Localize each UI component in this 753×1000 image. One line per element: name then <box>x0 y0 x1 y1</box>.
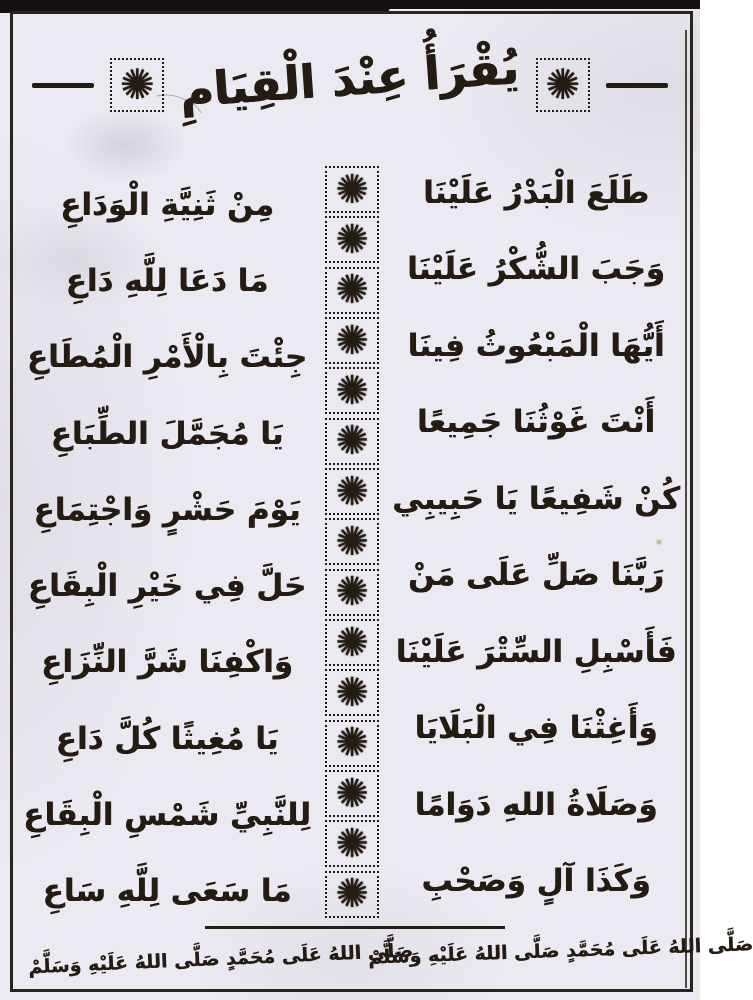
rosette-glyph: ✺ <box>119 60 155 109</box>
arabesque-band-tile-icon <box>325 720 379 767</box>
verse-line: يَا مُغِيثًا كُلَّ دَاعِ <box>55 720 279 757</box>
header-dash-left <box>32 83 94 88</box>
rosette-glyph: ✺ <box>335 367 369 414</box>
verse-line: مَا دَعَا لِلَّهِ دَاعِ <box>65 263 269 300</box>
verse-line: مَا سَعَى لِلَّهِ سَاعِ <box>42 872 292 909</box>
footer-salawat-right: صَلَّى اللهُ عَلَى مُحَمَّدٍ صَلَّى اللهُ عَلَيْهِ وَسَلَّمْ <box>367 933 753 969</box>
verse-line: فَأَسْبِلِ السِّتْرَ عَلَيْنَا <box>395 633 677 670</box>
rosette-glyph: ✺ <box>335 820 369 867</box>
rosette-glyph: ✺ <box>335 317 369 364</box>
arabesque-band-tile-icon <box>325 619 379 666</box>
verse-column-second-hemistichs <box>18 170 316 926</box>
rosette-glyph: ✺ <box>335 166 369 213</box>
arabesque-band-tile-icon <box>325 518 379 565</box>
verse-line: أَيُّهَا الْمَبْعُوثُ فِينَا <box>407 327 665 364</box>
arabesque-band-tile-icon <box>325 166 379 213</box>
page-title: يُقْرَأُ عِنْدَ الْقِيَامِ <box>178 40 521 118</box>
verse-line: وَكَذَا آلٍ وَصَحْبِ <box>421 862 651 899</box>
arabesque-band-tile-icon <box>325 569 379 616</box>
page-border-inner-line <box>685 30 687 988</box>
rosette-glyph: ✺ <box>335 216 369 263</box>
rosette-glyph: ✺ <box>545 60 581 109</box>
arabesque-rosette-icon <box>536 58 590 112</box>
verse-line: وَجَبَ الشُّكْرُ عَلَيْنَا <box>407 251 665 288</box>
arabesque-band-tile-icon <box>325 267 379 314</box>
verse-line: أَنْتَ غَوْثُنَا جَمِيعًا <box>416 404 656 441</box>
footer-salawat-left: صَلَّى اللهُ عَلَى مُحَمَّدٍ صَلَّى اللهُ عَلَيْهِ وَسَلَّمْ <box>27 939 414 979</box>
verse-line: يَوْمَ حَشْرٍ وَاجْتِمَاعِ <box>33 491 301 528</box>
arabesque-band-tile-icon <box>325 871 379 918</box>
verse-line: جِئْتَ بِالْأَمْرِ الْمُطَاعِ <box>26 339 308 376</box>
header-dash-right <box>606 83 668 88</box>
verse-line: يَا مُجَمَّلَ الطِّبَاعِ <box>50 415 284 452</box>
arabesque-band-tile-icon <box>325 669 379 716</box>
verse-line: وَأَغِثْنَا فِي الْبَلَايَا <box>414 710 658 747</box>
arabesque-band-tile-icon <box>325 468 379 515</box>
arabesque-band-tile-icon <box>325 367 379 414</box>
verse-line: وَاكْفِنَا شَرَّ النِّزَاعِ <box>41 644 293 681</box>
arabesque-band-tile-icon <box>325 820 379 867</box>
rosette-glyph: ✺ <box>335 871 369 918</box>
verse-line: وَصَلَاةُ اللهِ دَوَامًا <box>414 786 658 823</box>
footer-divider-rule <box>205 926 505 929</box>
arabesque-band-tile-icon <box>325 418 379 465</box>
verse-column-first-hemistichs <box>388 158 684 916</box>
verse-line: حَلَّ فِي خَيْرِ الْبِقَاعِ <box>27 568 307 605</box>
verse-line: كُنْ شَفِيعًا يَا حَبِيبِي <box>392 480 680 517</box>
arabesque-band-tile-icon <box>325 216 379 263</box>
verse-line: رَبَّنَا صَلِّ عَلَى مَنْ <box>407 557 665 594</box>
arabesque-rosette-icon <box>110 58 164 112</box>
verse-line: طَلَعَ الْبَدْرُ عَلَيْنَا <box>422 175 650 211</box>
arabesque-band-tile-icon <box>325 770 379 817</box>
verse-line: لِلنَّبِيِّ شَمْسِ الْبِقَاعِ <box>23 796 311 833</box>
header <box>14 30 686 140</box>
rosette-glyph: ✺ <box>335 267 369 314</box>
rosette-glyph: ✺ <box>335 619 369 666</box>
rosette-glyph: ✺ <box>335 669 369 716</box>
rosette-glyph: ✺ <box>335 770 369 817</box>
arabesque-band-tile-icon <box>325 317 379 364</box>
rosette-glyph: ✺ <box>335 720 369 767</box>
rosette-glyph: ✺ <box>335 468 369 515</box>
rosette-glyph: ✺ <box>335 418 369 465</box>
rosette-glyph: ✺ <box>335 518 369 565</box>
verse-line: مِنْ ثَنِيَّةِ الْوَدَاعِ <box>60 187 274 223</box>
rosette-glyph: ✺ <box>335 569 369 616</box>
scan-edge-bar-left <box>0 0 390 13</box>
ornament-divider-band <box>323 166 381 918</box>
